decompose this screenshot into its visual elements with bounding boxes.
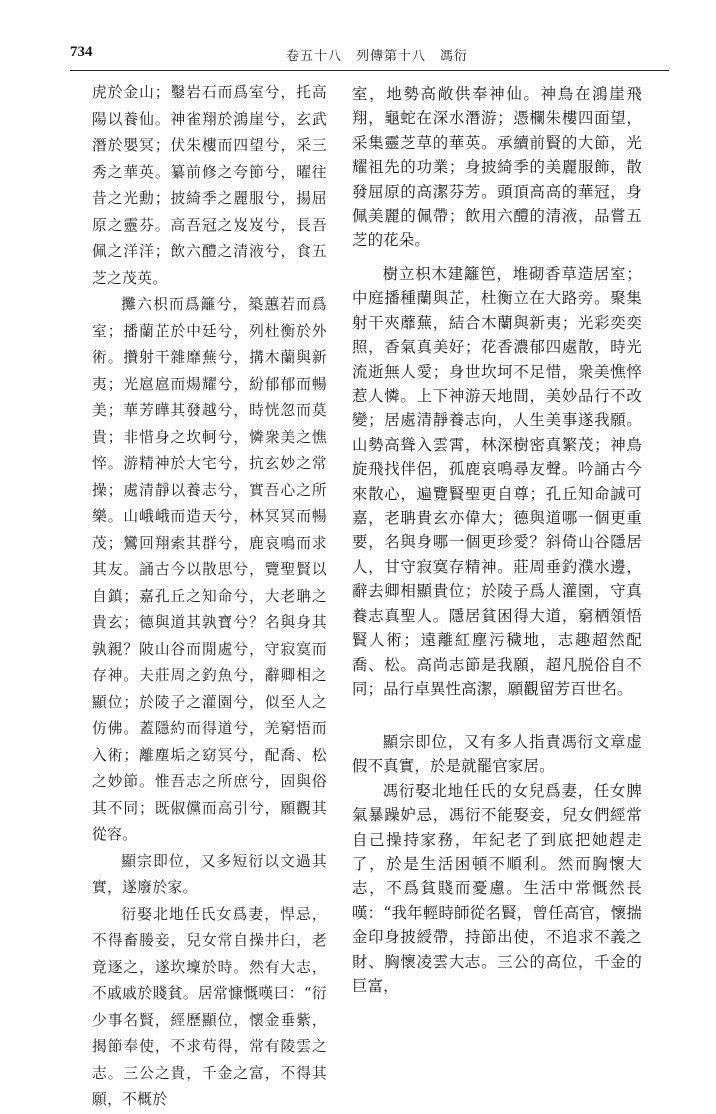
left-paragraph-1: 虎於金山；鑿岩石而爲室兮，托高陽以養仙。神雀翔於鴻崖兮，玄武潛於嬰冥；伏朱樓而四望兮，采三秀之華英。纂前修之夸節兮，曜往昔之光勳；披綺季之麗服兮，揚屈原之靈芬。高吾冠之岌岌兮，長吾佩之洋洋；飲六醴之清液兮，食五芝之茂英。 xyxy=(92,84,327,287)
page-header xyxy=(70,44,670,64)
left-paragraph-3: 顯宗即位，又多短衍以文過其實，遂廢於家。 xyxy=(92,852,327,896)
right-paragraph-4: 馮衍娶北地任氏的女兒爲妻，任女脾氣暴躁妒忌，馮衍不能娶妾，兒女們經常自己操持家務，年紀老了到底把她趕走了，於是生活困頓不順利。然而胸懷大志，不爲貧賤而憂慮。生活中常慨然長嘆：“我年輕時師從名賢，曾任高官，懷揣金印身披綬帶，持節出使，不追求不義之財、胸懷凌雲大志。三公的高位，千金的巨富， xyxy=(352,781,642,996)
right-paragraph-3: 顯宗即位，又有多人指責馮衍文章虚假不真實，於是就罷官家居。 xyxy=(352,733,642,776)
right-paragraph-1: 室，地勢高敞供奉神仙。神鳥在鴻崖飛翔，龜蛇在深水潛游；憑欄朱樓四面望，采集靈芝草的華英。承續前賢的大節，光耀祖先的功業；身披綺季的美麗服飾，散發屈原的高潔芬芳。頭頂高高的華冠，身佩美麗的佩帶；飲用六醴的清液，品嘗五芝的花朵。 xyxy=(352,85,642,250)
translation-column-block-1 xyxy=(352,82,642,253)
left-paragraph-4: 衍娶北地任氏女爲妻，悍忌，不得畜媵妾，兒女常自操井臼，老竟逐之，遂坎壈於時。然有大志，不戚戚於賤貧。居常慷慨嘆曰：“衍少事名賢，經歷顯位，懷金垂紫，揭節奉使，不求苟得，常有陵雲之志。三公之貴，千金之富，不得其願，不概於 xyxy=(92,905,327,1108)
left-paragraph-2: 攤六枳而爲籬兮，築蕙若而爲室；播蘭芷於中廷兮，列杜衡於外術。攢射干雜靡蕪兮，搆木蘭與新夷；光扈扈而煬耀兮，紛郁郁而暢美；華芳曄其發越兮，時恍忽而莫貴；非惜身之坎軻兮，憐衆美之憔悴。游精神於大宅兮，抗玄妙之常操；處清靜以養志兮，實吾心之所樂。山峨峨而造天兮，林冥冥而暢茂；鸞回翔索其群兮，鹿哀鳴而求其友。誦古今以散思兮，覽聖賢以自鎮；嘉孔丘之知命兮，大老聃之貴玄；德與道其孰寶兮？名與身其孰親？陂山谷而閒處兮，守寂寞而存神。夫莊周之釣魚兮，辭卿相之顯位；於陵子之灌園兮，似至人之仿佛。蓋隱約而得道兮，羌窮悟而入術；離塵垢之窈冥兮，配喬、松之妙節。惟吾志之所庶兮，固與俗其不同；既俶儻而高引兮，願觀其從容。 xyxy=(92,296,327,843)
page-number: 734 xyxy=(70,44,93,60)
running-title: 卷五十八 列傳第十八 馮衍 xyxy=(286,49,469,64)
translation-column-block-3 xyxy=(352,730,642,998)
classical-text-column xyxy=(92,80,327,1114)
right-paragraph-2: 樹立枳木建籬笆，堆砌香草造居室；中庭播種蘭與芷，杜衡立在大路旁。聚集射干夾蘼蕪，結合木蘭與新夷；光彩奕奕照，香氣真美好；花香濃郁四處散，時光流逝無人愛；身世坎坷不足惜，衆美憔悴惹人憐。上下神游天地間，美妙品行不改變；居處清靜養志向，人生美事遂我願。山勢高聳入雲霄，林深樹密真繁茂；神鳥旋飛找伴侶，孤鹿哀鳴尋友聲。吟誦古今來散心，遍覽賢聖更自尊；孔丘知命誠可嘉，老聃貴玄亦偉大；德與道哪一個更重要，名與身哪一個更珍愛？斜倚山谷隱居人，甘守寂寞存精神。莊周垂釣濮水邊，辭去卿相顯貴位；於陵子爲人灌園，守真養志真聖人。隱居貧困得大道，窮栖領悟賢人術；遠離紅塵污穢地，志趣超然配喬、松。高尚志節是我願，超凡脱俗自不同；品行卓異性高潔，願觀留芳百世名。 xyxy=(352,265,642,698)
translation-column-block-2 xyxy=(352,262,642,701)
header-rule xyxy=(70,70,669,71)
